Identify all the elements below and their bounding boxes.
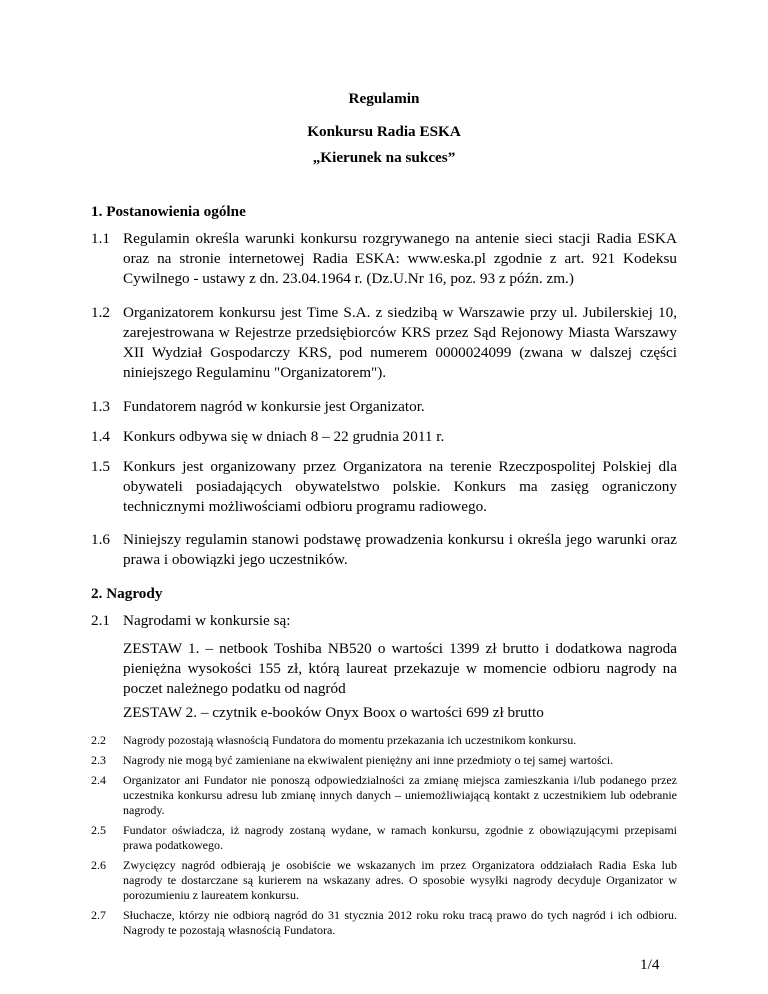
clause-number: 2.5 <box>91 823 106 837</box>
clause-2-6 <box>91 858 677 903</box>
clause-number: 1.3 <box>91 398 110 415</box>
clause-1-6 <box>91 530 677 570</box>
clause-1-5 <box>91 457 677 517</box>
contest-name: „Kierunek na sukces” <box>312 149 456 166</box>
clause-1-2 <box>91 303 677 383</box>
clause-number: 2.3 <box>91 753 106 767</box>
clause-text: Organizator ani Fundator nie ponoszą odpowiedzialności za zmianę miejsca zamieszkania i/lub podanego przez uczestnika konkursu adresu lub zmianę innych danych – uniemożliwiającą kontakt z uczestnikiem lub odebranie nagrody. <box>123 773 677 817</box>
clause-2-4 <box>91 773 677 818</box>
section-1-heading: 1. Postanowienia ogólne <box>91 203 246 220</box>
clause-number: 1.2 <box>91 304 110 321</box>
clause-number: 1.4 <box>91 428 110 445</box>
clause-number: 2.4 <box>91 773 106 787</box>
clause-number: 1.1 <box>91 230 110 247</box>
clause-text: Nagrody pozostają własnością Fundatora do momentu przekazania ich uczestnikom konkursu. <box>123 733 577 747</box>
clause-number: 1.6 <box>91 531 110 548</box>
clause-2-7 <box>91 908 677 938</box>
clause-number: 2.7 <box>91 908 106 922</box>
clause-2-2 <box>91 733 677 748</box>
page-number: 1/4 <box>640 956 660 973</box>
clause-2-1 <box>91 611 677 631</box>
clause-text: Konkurs odbywa się w dniach 8 – 22 grudnia 2011 r. <box>123 428 445 445</box>
clause-text: Słuchacze, którzy nie odbiorą nagród do 31 stycznia 2012 roku roku tracą prawo do tych nagród i ich odbioru. Nagrody te pozostają własnością Fundatora. <box>123 908 677 937</box>
clause-text: Niniejszy regulamin stanowi podstawę prowadzenia konkursu i określa jego warunki oraz prawa i obowiązki jego uczestników. <box>123 531 677 568</box>
clause-text: Organizatorem konkursu jest Time S.A. z siedzibą w Warszawie przy ul. Jubilerskiej 10, zarejestrowana w Rejestrze przedsiębiorców KRS przez Sąd Rejonowy Miasta Warszawy XII Wydział Gospodarczy KRS, pod numerem 0000024099 (zwana w dalszej części niniejszego Regulaminu "Organizatorem"). <box>123 304 677 381</box>
clause-2-5 <box>91 823 677 853</box>
clause-number: 2.6 <box>91 858 106 872</box>
prize-set-2: ZESTAW 2. – czytnik e-booków Onyx Boox o wartości 699 zł brutto <box>123 704 544 721</box>
clause-1-3 <box>91 397 677 417</box>
clause-text: Fundatorem nagród w konkursie jest Organizator. <box>123 398 425 415</box>
clause-2-3 <box>91 753 677 768</box>
clause-text: Nagrodami w konkursie są: <box>123 612 291 629</box>
clause-text: Regulamin określa warunki konkursu rozgrywanego na antenie sieci stacji Radia ESKA oraz na stronie internetowej Radia ESKA: www.eska.pl zgodnie z art. 921 Kodeksu Cywilnego - ustawy z dn. 23.04.1964 r. (Dz.U.Nr 16, poz. 93 z późn. zm.) <box>123 230 677 287</box>
clause-text: Fundator oświadcza, iż nagrody zostaną wydane, w ramach konkursu, zgodnie z obowiązującymi przepisami prawa podatkowego. <box>123 823 677 852</box>
clause-text: Konkurs jest organizowany przez Organizatora na terenie Rzeczpospolitej Polskiej dla obywateli posiadających obywatelstwo polskie. Konkurs ma zasięg ograniczony technicznymi możliwościami odbioru programu radiowego. <box>123 458 677 515</box>
prize-set-1: ZESTAW 1. – netbook Toshiba NB520 o wartości 1399 zł brutto i dodatkowa nagroda pieniężna wysokości 155 zł, którą laureat przekazuje w momencie odbioru nagrody na poczet należnego podatku od nagród <box>123 640 677 697</box>
clause-text: Zwycięzcy nagród odbierają je osobiście we wskazanych im przez Organizatora oddziałach Radia Eska lub nagrody te dostarczane są kurierem na wskazany adres. O sposobie wysyłki nagrody decyduje Organizator w porozumieniu z laureatem konkursu. <box>123 858 677 902</box>
clause-number: 2.1 <box>91 612 110 629</box>
clause-1-1 <box>91 229 677 289</box>
clause-text: Nagrody nie mogą być zamieniane na ekwiwalent pieniężny ani inne przedmioty o tej samej wartości. <box>123 753 614 767</box>
clause-number: 2.2 <box>91 733 106 747</box>
clause-number: 1.5 <box>91 458 110 475</box>
clause-1-4 <box>91 427 677 447</box>
doc-title: Regulamin <box>348 90 420 107</box>
section-2-heading: 2. Nagrody <box>91 585 163 602</box>
doc-subtitle: Konkursu Radia ESKA <box>307 123 461 140</box>
